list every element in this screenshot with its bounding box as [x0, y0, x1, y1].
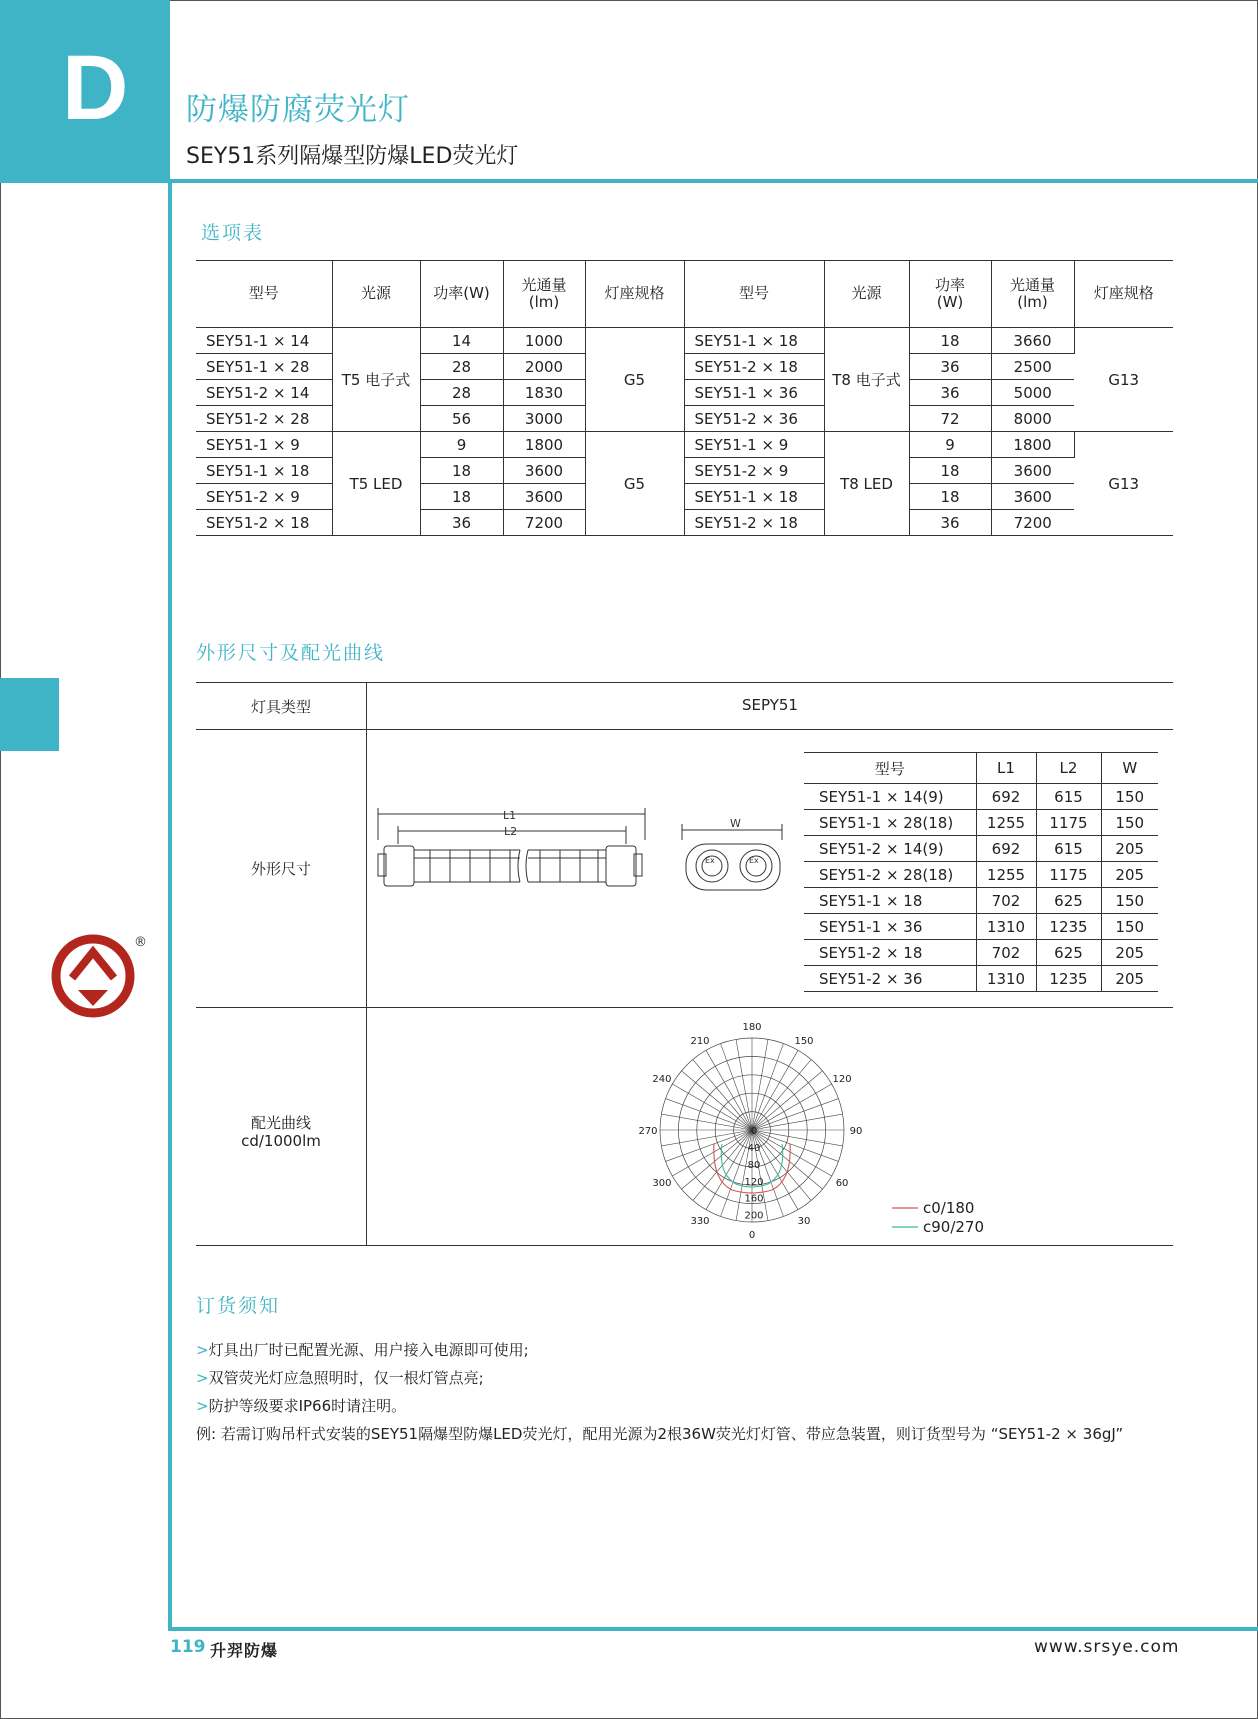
header-cell: 功率(W): [420, 261, 503, 328]
dimension-cell: 205: [1101, 862, 1158, 888]
dimension-cell: 702: [976, 940, 1036, 966]
model-cell: SEY51-1 × 14: [196, 328, 332, 354]
power-cell: 36: [909, 380, 991, 406]
lumen-cell: 3600: [503, 484, 585, 510]
header-rule: [170, 179, 1258, 183]
model-cell: SEY51-2 × 18: [804, 940, 976, 966]
model-cell: SEY51-1 × 36: [804, 914, 976, 940]
lumen-cell: 3660: [991, 328, 1074, 354]
order-example: 例: 若需订购吊杆式安装的SEY51隔爆型防爆LED荧光灯，配用光源为2根36W荧光灯灯管、带应急装置，则订货型号为 “SEY51-2 × 36gJ”: [196, 1425, 1124, 1443]
angle-label: 300: [652, 1178, 672, 1189]
angle-label: 270: [638, 1126, 658, 1137]
dimension-cell: 625: [1036, 940, 1101, 966]
angle-label: 330: [690, 1216, 710, 1228]
lumen-cell: 2000: [503, 354, 585, 380]
note-marker: >: [196, 1341, 209, 1359]
power-cell: 18: [420, 458, 503, 484]
power-cell: 36: [909, 510, 991, 536]
model-cell: SEY51-2 × 14: [196, 380, 332, 406]
legend-label: c90/270: [923, 1218, 985, 1236]
dimension-cell: 1310: [976, 914, 1036, 940]
model-cell: SEY51-1 × 9: [196, 432, 332, 458]
radial-label: 160: [744, 1193, 764, 1205]
note-item: [196, 1364, 1123, 1392]
dimension-cell: 150: [1101, 784, 1158, 810]
legend-label: c0/180: [923, 1199, 975, 1217]
curve-label-title: 配光曲线: [250, 1114, 311, 1132]
base-cell: G13: [1074, 328, 1173, 432]
header-cell: W: [1101, 753, 1158, 784]
company-logo: [50, 932, 150, 1022]
model-cell: SEY51-2 × 18: [684, 510, 824, 536]
dimension-cell: 150: [1101, 888, 1158, 914]
dimension-cell: 150: [1101, 810, 1158, 836]
power-cell: 36: [420, 510, 503, 536]
l1-label: L1: [503, 809, 517, 822]
angle-label: 180: [742, 1022, 762, 1033]
dimension-cell: 1235: [1036, 966, 1101, 992]
dimension-cell: 615: [1036, 836, 1101, 862]
curve-label: [196, 1114, 366, 1150]
lumen-cell: 3600: [991, 484, 1074, 510]
base-cell: G5: [585, 328, 684, 432]
options-table: [196, 260, 1173, 536]
lumen-cell: 3000: [503, 406, 585, 432]
category-title: 防爆防腐荧光灯: [186, 92, 410, 128]
header-cell: 光通量 (lm): [503, 261, 585, 328]
side-tab: [0, 678, 59, 751]
options-header-row: [196, 261, 1173, 328]
dimension-cell: 1175: [1036, 810, 1101, 836]
power-cell: 28: [420, 380, 503, 406]
angle-label: 0: [748, 1230, 756, 1238]
power-cell: 36: [909, 354, 991, 380]
dimension-cell: 205: [1101, 836, 1158, 862]
table-row: [804, 888, 1158, 914]
lumen-cell: 7200: [503, 510, 585, 536]
lumen-cell: 5000: [991, 380, 1074, 406]
type-row: [196, 682, 1173, 730]
footer-brand: 升羿防爆: [210, 1641, 279, 1660]
lumen-cell: 8000: [991, 406, 1074, 432]
lumen-cell: 1800: [991, 432, 1074, 458]
source-cell: T8 LED: [824, 432, 909, 536]
w-label: W: [730, 817, 741, 830]
header-cell: 灯座规格: [1074, 261, 1173, 328]
dimension-cell: 1255: [976, 810, 1036, 836]
l2-label: L2: [504, 825, 518, 838]
power-cell: 72: [909, 406, 991, 432]
note-text: 双管荧光灯应急照明时，仅一根灯管点亮;: [208, 1369, 484, 1387]
dimension-header-row: [804, 753, 1158, 784]
table-row: [804, 836, 1158, 862]
model-cell: SEY51-1 × 18: [196, 458, 332, 484]
dimension-cell: 150: [1101, 914, 1158, 940]
table-row: [804, 784, 1158, 810]
section-letter-block: [0, 0, 170, 183]
angle-label: 120: [832, 1074, 852, 1085]
source-cell: T8 电子式: [824, 328, 909, 432]
lamp-drawing: [370, 800, 800, 900]
dimension-cell: 1310: [976, 966, 1036, 992]
angle-label: 90: [849, 1126, 863, 1137]
note-item: [196, 1336, 1123, 1364]
table-row: [804, 862, 1158, 888]
power-cell: 18: [909, 328, 991, 354]
radial-label: 120: [744, 1176, 764, 1188]
model-cell: SEY51-1 × 18: [684, 328, 824, 354]
angle-label: 210: [690, 1035, 710, 1047]
table-row: [196, 328, 1173, 354]
lumen-cell: 2500: [991, 354, 1074, 380]
product-title: SEY51系列隔爆型防爆LED荧光灯: [186, 144, 519, 169]
model-cell: SEY51-1 × 18: [684, 484, 824, 510]
model-cell: SEY51-1 × 14(9): [804, 784, 976, 810]
angle-label: 150: [794, 1035, 814, 1047]
radial-label: 80: [747, 1159, 761, 1171]
model-cell: SEY51-2 × 36: [684, 406, 824, 432]
column-divider: [366, 682, 367, 1245]
lumen-cell: 3600: [991, 458, 1074, 484]
model-cell: SEY51-1 × 18: [804, 888, 976, 914]
source-cell: T5 LED: [332, 432, 420, 536]
table-row: [804, 914, 1158, 940]
lumen-cell: 1000: [503, 328, 585, 354]
dimension-cell: 1175: [1036, 862, 1101, 888]
header-cell: 型号: [804, 753, 976, 784]
footer-rule: [168, 1627, 1258, 1631]
lumen-cell: 1800: [503, 432, 585, 458]
ex-mark-right: Ex: [749, 856, 759, 865]
dimension-cell: 692: [976, 836, 1036, 862]
light-distribution-chart: [620, 1022, 1000, 1238]
table-row: [804, 966, 1158, 992]
base-cell: G13: [1074, 432, 1173, 536]
dimensions-heading: 外形尺寸及配光曲线: [196, 642, 386, 664]
dimension-cell: 615: [1036, 784, 1101, 810]
header-cell: 光通量 (lm): [991, 261, 1074, 328]
dimension-cell: 702: [976, 888, 1036, 914]
shape-label: 外形尺寸: [250, 860, 311, 878]
header-cell: 光源: [824, 261, 909, 328]
dimension-cell: 1255: [976, 862, 1036, 888]
note-marker: >: [196, 1397, 209, 1415]
power-cell: 9: [420, 432, 503, 458]
angle-label: 240: [652, 1074, 672, 1085]
source-cell: T5 电子式: [332, 328, 420, 432]
power-cell: 28: [420, 354, 503, 380]
model-cell: SEY51-2 × 18: [684, 354, 824, 380]
model-cell: SEY51-2 × 28(18): [804, 862, 976, 888]
note-text: 防护等级要求IP66时请注明。: [208, 1397, 407, 1415]
lumen-cell: 7200: [991, 510, 1074, 536]
header-cell: L1: [976, 753, 1036, 784]
section-letter: D: [62, 37, 129, 139]
power-cell: 56: [420, 406, 503, 432]
left-rule: [168, 183, 172, 1631]
lumen-cell: 1830: [503, 380, 585, 406]
table-row: [804, 940, 1158, 966]
angle-label: 60: [835, 1178, 849, 1189]
header-cell: 灯座规格: [585, 261, 684, 328]
radial-label: 40: [747, 1142, 761, 1154]
radial-label: 200: [744, 1210, 764, 1222]
curve-label-unit: cd/1000lm: [241, 1132, 321, 1150]
power-cell: 18: [909, 484, 991, 510]
dimension-cell: 1235: [1036, 914, 1101, 940]
header-cell: 型号: [684, 261, 824, 328]
model-cell: SEY51-2 × 28: [196, 406, 332, 432]
ex-mark-left: Ex: [705, 856, 715, 865]
table-row: [804, 810, 1158, 836]
type-label: 灯具类型: [250, 698, 311, 716]
table-row: [196, 432, 1173, 458]
note-text: 灯具出厂时已配置光源、用户接入电源即可使用;: [208, 1341, 529, 1359]
dimension-cell: 205: [1101, 940, 1158, 966]
header-cell: 光源: [332, 261, 420, 328]
power-cell: 14: [420, 328, 503, 354]
dimension-cell: 692: [976, 784, 1036, 810]
angle-label: 30: [797, 1216, 811, 1228]
website-link[interactable]: www.srsye.com: [1034, 1637, 1180, 1657]
model-cell: SEY51-1 × 36: [684, 380, 824, 406]
note-item: [196, 1392, 1123, 1420]
model-cell: SEY51-2 × 9: [684, 458, 824, 484]
dimension-cell: 205: [1101, 966, 1158, 992]
header-cell: 型号: [196, 261, 332, 328]
power-cell: 18: [420, 484, 503, 510]
dimension-table: [804, 752, 1158, 992]
type-value: SEPY51: [742, 696, 798, 714]
model-cell: SEY51-2 × 9: [196, 484, 332, 510]
model-cell: SEY51-1 × 28(18): [804, 810, 976, 836]
model-cell: SEY51-2 × 18: [196, 510, 332, 536]
model-cell: SEY51-1 × 28: [196, 354, 332, 380]
model-cell: SEY51-1 × 9: [684, 432, 824, 458]
power-cell: 9: [909, 432, 991, 458]
header-cell: L2: [1036, 753, 1101, 784]
power-cell: 18: [909, 458, 991, 484]
registered-mark: ®: [134, 935, 147, 950]
lumen-cell: 3600: [503, 458, 585, 484]
model-cell: SEY51-2 × 14(9): [804, 836, 976, 862]
radial-label: 0: [750, 1126, 758, 1137]
options-heading: 选项表: [201, 222, 265, 244]
model-cell: SEY51-2 × 36: [804, 966, 976, 992]
page-number: 119: [170, 1637, 206, 1657]
header-cell: 功率 (W): [909, 261, 991, 328]
base-cell: G5: [585, 432, 684, 536]
order-notes: [196, 1336, 1123, 1448]
order-heading: 订货须知: [196, 1295, 281, 1317]
dimension-cell: 625: [1036, 888, 1101, 914]
note-marker: >: [196, 1369, 209, 1387]
